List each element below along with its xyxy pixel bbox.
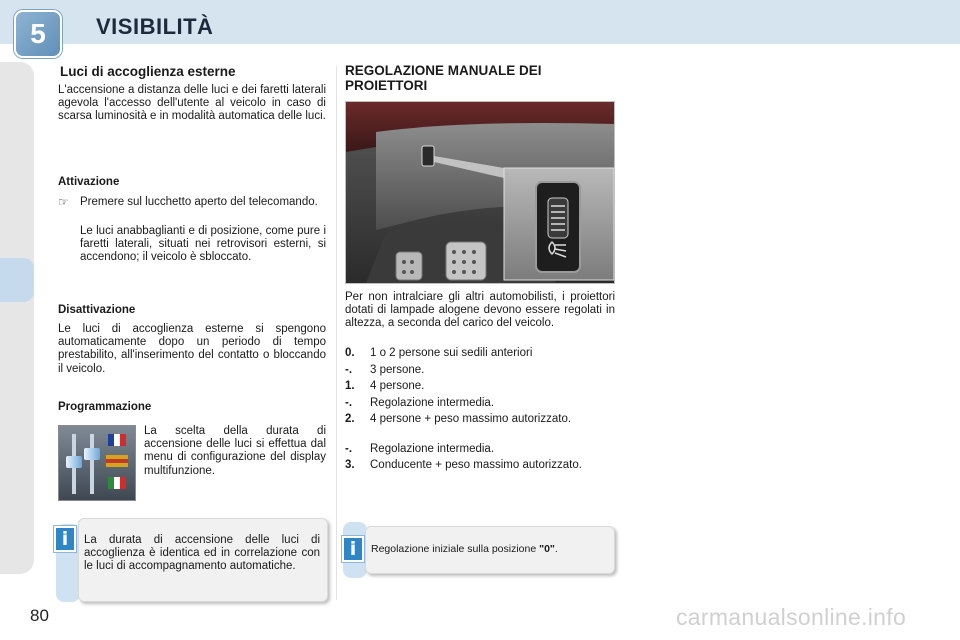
- section-title-headlamp-adjust: REGOLAZIONE MANUALE DEI PROIETTORI: [345, 63, 542, 93]
- page-title: VISIBILITÀ: [96, 14, 214, 39]
- programming-title: Programmazione: [58, 401, 152, 413]
- setting-text: Regolazione intermedia.: [370, 397, 495, 409]
- setting-key: -.: [345, 364, 353, 376]
- display-config-illustration: [58, 425, 136, 501]
- deactivation-title: Disattivazione: [58, 304, 136, 316]
- setting-text: 4 persone + peso massimo autorizzato.: [370, 413, 572, 425]
- page-number: 80: [30, 606, 49, 625]
- info-icon: i: [342, 536, 364, 562]
- setting-row: [345, 459, 615, 472]
- setting-text: Conducente + peso massimo autorizzato.: [370, 459, 582, 471]
- activation-step-text: Premere sul lucchetto aperto del telecomando.: [80, 196, 318, 208]
- setting-row: [345, 443, 615, 456]
- note-text-welcome-lights: La durata di accensione delle luci di accoglienza è identica ed in correlazione con le luci di accompagnamento automatiche.: [84, 534, 320, 573]
- programming-text: La scelta della durata di accensione delle luci si effettua dal menu di configurazione del display multifunzione.: [144, 425, 326, 477]
- pointing-hand-icon: ☞: [58, 195, 69, 209]
- activation-title: Attivazione: [58, 176, 120, 188]
- setting-text: 1 o 2 persone sui sedili anteriori: [370, 347, 533, 359]
- activation-result-text: Le luci anabbaglianti e di posizione, come pure i faretti laterali, situati nei retrovisori esterni, si accendono; il veicolo è sbloccato.: [80, 225, 326, 264]
- setting-key: -.: [345, 443, 353, 455]
- setting-row: [345, 413, 615, 426]
- setting-row: [345, 397, 615, 410]
- headlamp-dial-photo: [345, 101, 615, 284]
- chapter-side-tab: [0, 258, 34, 302]
- activation-step: [58, 196, 326, 209]
- setting-row: [345, 380, 615, 393]
- note-text-start: Regolazione iniziale sulla posizione: [371, 543, 540, 555]
- setting-text: Regolazione intermedia.: [370, 443, 495, 455]
- chapter-number-badge: 5: [14, 10, 62, 58]
- setting-text: 4 persone.: [370, 380, 425, 392]
- setting-text: 3 persone.: [370, 364, 425, 376]
- setting-key: 3.: [345, 459, 355, 471]
- page-side-band: [0, 62, 34, 574]
- setting-key: 0.: [345, 347, 355, 359]
- column-divider: [336, 66, 337, 600]
- welcome-lights-intro: L'accensione a distanza delle luci e dei faretti laterali agevola l'accesso dell'utente al veicolo in caso di scarsa luminosità e in modalità automatica delle luci.: [58, 84, 326, 123]
- note-text-headlamp: [371, 543, 611, 556]
- section-title-welcome-lights: Luci di accoglienza esterne: [60, 64, 236, 79]
- info-icon: i: [54, 526, 76, 552]
- setting-key: 2.: [345, 413, 355, 425]
- setting-row: [345, 364, 615, 377]
- watermark: carmanualsonline.info: [676, 604, 907, 630]
- note-text-value: "0": [539, 543, 555, 555]
- setting-key: -.: [345, 397, 353, 409]
- deactivation-text: Le luci di accoglienza esterne si spengono automaticamente dopo un periodo di tempo prestabilito, all'inserimento del contatto o bloccando il veicolo.: [58, 323, 326, 375]
- headlamp-adjust-intro: Per non intralciare gli altri automobilisti, i proiettori dotati di lampade alogene devono essere regolati in altezza, a seconda del carico del veicolo.: [345, 291, 615, 330]
- note-text-end: .: [554, 543, 558, 555]
- setting-row: [345, 347, 615, 360]
- setting-key: 1.: [345, 380, 355, 392]
